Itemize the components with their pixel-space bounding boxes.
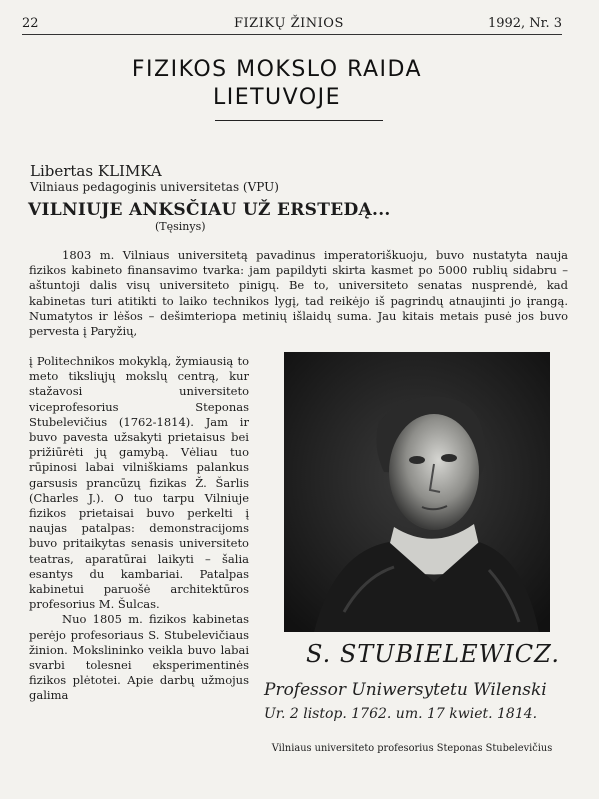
section-title [82,56,472,112]
signature-dates: Ur. 2 listop. 1762. um. 17 kwiet. 1814. [264,706,538,722]
journal-name: FIZIKŲ ŽINIOS [234,16,344,31]
section-title-line1: FIZIKOS MOKSLO RAIDA [131,57,423,82]
portrait-image [284,352,550,632]
section-title-line2: LIETUVOJE [212,85,342,110]
body-paragraph-2: Nuo 1805 m. fizikos kabinetas perėjo profesoriaus S. Stubelevičiaus žinion. Mokslininko veikla buvo labai svarbi tolesnei eksperimentinės fizikos plėtotei. Apie darbų užmojus galima [29,612,249,703]
left-column [29,354,249,704]
body-paragraph-1: 1803 m. Vilniaus universitetą pavadinus imperatoriškuoju, buvo nustatyta nauja fizikos kabineto finansavimo tvarka: jam papildyti skirta kasmet po 5000 rublių sidabru – aštuntoji dalis visų universiteto pinigų. Be to, universiteto senatas nusprendė, kad kabinetas turi atitikti to laiko technikos lygį, tad reikėjo iš pagrindų atnaujinti jo įrangą. Numatytos ir lėšos – dešimteriopa metinių išlaidų suma. Jau kitais metais pusė jos buvo pervesta į Paryžių, [29,248,568,339]
title-divider [215,120,383,121]
signature-title: Professor Uniwersytetu Wilenski [264,680,547,700]
portrait-signature [256,640,576,735]
author-name [30,162,162,180]
author-first-name: Libertas [30,162,94,180]
portrait-engraving [284,352,550,632]
figure-caption: Vilniaus universiteto profesorius Steponas Stubelevičius [271,743,553,754]
continued-label: (Tęsinys) [155,220,206,233]
article-title: VILNIUJE ANKSČIAU UŽ ERSTEDĄ... [28,200,391,220]
running-header [22,14,562,35]
author-affiliation: Vilniaus pedagoginis universitetas (VPU) [30,180,279,194]
author-last-name: KLIMKA [97,162,162,180]
signature-name: S. STUBIELEWICZ. [306,640,561,668]
body-paragraph-1-continued: į Politechnikos mokyklą, žymiausią to meto tiksliųjų mokslų centrą, kur stažavosi universiteto viceprofesorius Steponas Stubelevičius (1762-1814). Jam ir buvo pavesta užsakyti prietaisus bei prižiūrėti jų gamybą. Vėliau tuo rūpinosi labai vilniškiams palankus garsusis prancūzų fizikas Ž. Šarlis (Charles J.). O tuo tarpu Vilniuje fizikos prietaisai buvo perkelti į naujas patalpas: demonstracijoms buvo pritaikytas senasis universiteto teatras, aparatūrai laikyti – šalia esantys du kambariai. Patalpas kabinetui paruošė architektūros profesorius M. Šulcas. [29,354,249,612]
page-number: 22 [22,16,39,31]
issue-label: 1992, Nr. 3 [487,16,562,31]
